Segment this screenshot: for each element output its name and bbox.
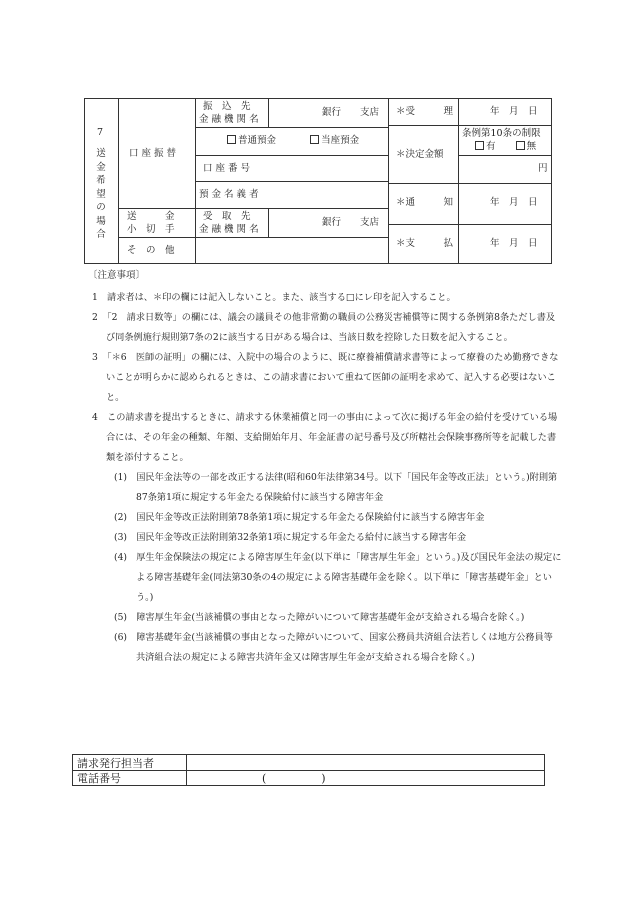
checkbox-normal-deposit[interactable]	[227, 135, 236, 144]
account-number-label: 口 座 番 号	[203, 163, 251, 174]
receive-label-line1: 受 取 先	[203, 211, 251, 222]
received-label: ＊受 理	[396, 106, 454, 117]
bank-label-line1: 振 込 先	[203, 101, 251, 112]
checkbox-yes[interactable]	[475, 141, 484, 150]
notes-heading: 〔注意事項〕	[88, 270, 146, 281]
cheque-label: 小 切 手	[127, 224, 175, 235]
section-vertical-label: 送 金 希 望 の 場 合	[96, 148, 106, 240]
bank-suffix: 銀行 支店	[322, 107, 380, 118]
checkbox-current-deposit[interactable]	[310, 135, 319, 144]
note-4: 4 この請求書を提出するときに、請求する休業補償と同一の事由によって次に掲げる年金の給付を受けている場合には、その年金の種類、年額、支給開始年月、年金証書の記号番号及び所轄社会保険事務所等を記載した書類を添付すること。	[92, 412, 558, 463]
notice-date: 年 月 日	[490, 197, 538, 208]
article10-options: 有 無	[475, 141, 536, 152]
deposit-type: 普通預金 当座預金	[227, 135, 359, 146]
issuer-label: 請求発行担当者	[77, 757, 154, 770]
notes-body	[92, 288, 562, 668]
phone-label: 電話番号	[77, 772, 121, 785]
receive-label-line2: 金 融 機 関 名	[199, 224, 259, 235]
note-4-sub-5: (5) 障害厚生年金(当該補償の事由となった障がいについて障害基礎年金が支給される場合を除く。)	[114, 612, 525, 623]
note-4-sub-1: (1) 国民年金法等の一部を改正する法律(昭和60年法律第34号。以下「国民年金等改正法」という。)附則第87条第1項に規定する年金たる保険給付に該当する障害年金	[114, 472, 558, 503]
note-1: 1 請求者は、＊印の欄には記入しないこと。また、該当する□にレ印を記入すること。	[92, 292, 456, 303]
account-holder-label: 預 金 名 義 者	[199, 189, 259, 200]
phone-field[interactable]: ( )	[262, 772, 326, 785]
article10-limit-label: 条例第10条の制限	[462, 128, 541, 139]
note-3: 3 「＊6 医師の証明」の欄には、入院中の場合のように、既に療養補償請求書等によって療養のため勤務できないことが明らかに認められるときは、この請求書において重ねて医師の証明を求めて、記入する必要はないこと。	[92, 352, 559, 403]
checkbox-no[interactable]	[516, 141, 525, 150]
payment-date: 年 月 日	[490, 238, 538, 249]
other-label: そ の 他	[127, 245, 175, 256]
note-4-sub-2: (2) 国民年金等改正法附則第78条第1項に規定する年金たる保険給付に該当する障害年金	[114, 512, 485, 523]
received-date: 年 月 日	[490, 106, 538, 117]
note-2: 2 「2 請求日数等」の欄には、議会の議員その他非常勤の職員の公務災害補償等に関する条例第8条ただし書及び同条例施行規則第7条の2に該当する日がある場合は、当該日数を控除した日数を記入すること。	[92, 312, 556, 343]
section-number: 7	[97, 127, 104, 138]
note-4-sub-4: (4) 厚生年金保険法の規定による障害厚生年金(以下単に「障害厚生年金」という。)及び国民年金法の規定による障害基礎年金(同法第30条の4の規定による障害基礎年金を除く。以下単に「障害基礎年金」という。)	[114, 552, 562, 603]
receive-bank-suffix: 銀行 支店	[322, 217, 380, 228]
issuer-field[interactable]	[188, 756, 542, 769]
bank-label-line2: 金 融 機 関 名	[199, 114, 259, 125]
decided-amount-label: ＊決定金額	[396, 149, 444, 160]
yen-unit: 円	[538, 163, 548, 174]
remittance-label: 送 金	[127, 211, 175, 222]
account-transfer-label: 口 座 振 替	[129, 148, 177, 159]
note-4-sub-3: (3) 国民年金等改正法附則第32条第1項に規定する年金たる給付に該当する障害年金	[114, 532, 467, 543]
payment-label: ＊支 払	[396, 238, 454, 249]
notice-label: ＊通 知	[396, 197, 454, 208]
note-4-sub-6: (6) 障害基礎年金(当該補償の事由となった障がいについて、国家公務員共済組合法若しくは地方公務員等共済組合法の規定による障害共済年金又は障害厚生年金が支給される場合を除く。)	[114, 632, 553, 663]
